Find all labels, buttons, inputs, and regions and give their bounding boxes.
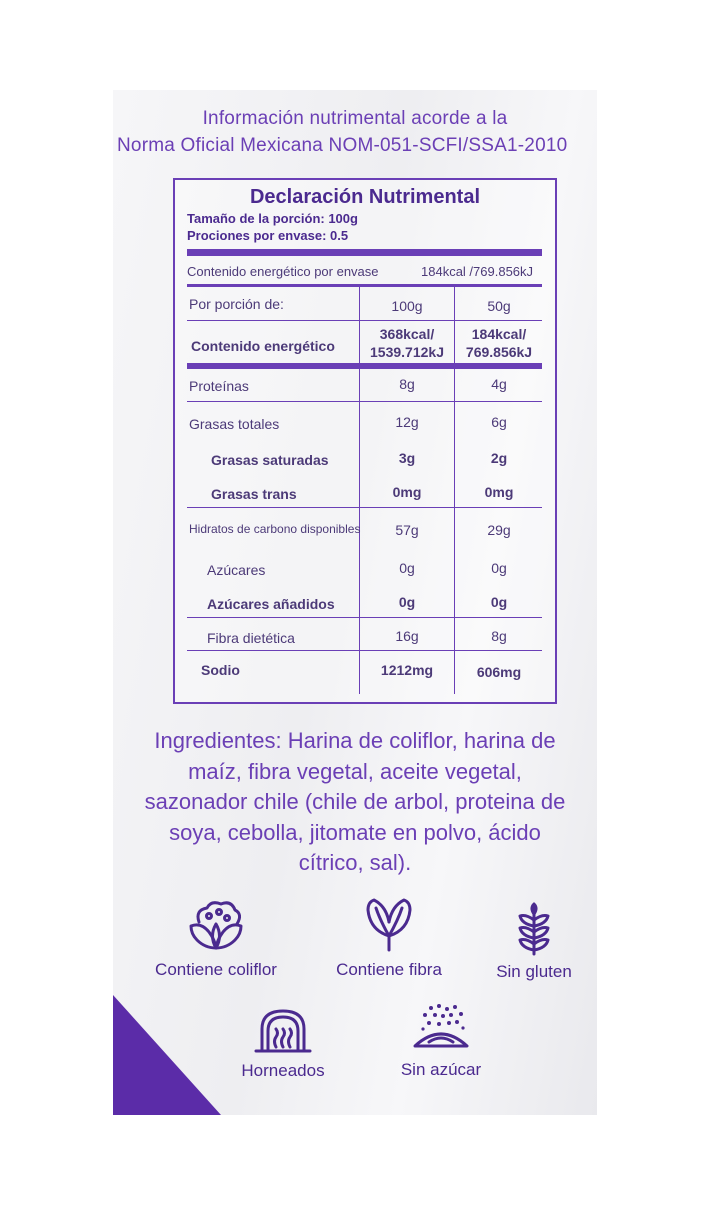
nutrition-table xyxy=(173,178,557,704)
col-header-100g: 100g xyxy=(391,298,423,314)
ingredients-line: maíz, fibra vegetal, aceite vegetal, xyxy=(188,758,522,784)
ingredients-line: soya, cebolla, jitomate en polvo, ácido xyxy=(169,819,541,845)
label-panel xyxy=(113,90,597,1115)
badge-label: Sin azúcar xyxy=(400,1060,482,1079)
nutrient-label: Proteínas xyxy=(189,378,249,394)
cauliflower-icon xyxy=(185,898,247,954)
decorative-corner xyxy=(113,995,221,1115)
badge-azucar xyxy=(381,1002,501,1080)
divider-bar xyxy=(187,284,542,287)
divider-bar xyxy=(187,249,542,256)
sugar-pile-icon xyxy=(411,1002,471,1054)
nutrient-label: Grasas saturadas xyxy=(211,452,329,468)
header-line-1: Información nutrimental acorde a la xyxy=(202,108,508,129)
energy-per-pack-label: Contenido energético por envase xyxy=(187,264,379,279)
leaf-icon xyxy=(364,896,414,954)
row-divider xyxy=(187,320,542,321)
oven-icon xyxy=(254,1007,312,1055)
column-divider xyxy=(454,287,455,694)
ingredients-text xyxy=(113,726,597,879)
nutrient-value-50g: 2g xyxy=(490,450,508,466)
nutrient-value-100g: 57g xyxy=(395,522,419,538)
nutrient-value-100g: 1212mg xyxy=(380,662,434,678)
per-portion-label: Por porción de: xyxy=(189,296,284,312)
divider-bar xyxy=(187,363,542,369)
ingredients-line: Ingredientes: Harina de coliflor, harina de xyxy=(154,728,556,753)
badge-label: Sin gluten xyxy=(496,962,572,981)
wheat-icon xyxy=(516,900,552,956)
nutrient-value-50g: 0g xyxy=(491,560,507,576)
nutrient-value-100g: 3g xyxy=(398,450,416,466)
badge-coliflor xyxy=(135,898,297,980)
col-header-50g: 50g xyxy=(487,298,511,314)
ingredients-line: sazonador chile (chile de arbol, proteina de xyxy=(144,789,566,814)
ingredients-line: cítrico, sal). xyxy=(298,850,412,875)
energy-50-line1: 184kcal/ xyxy=(471,326,527,342)
servings-per-pack: Prociones por envase: 0.5 xyxy=(187,228,349,243)
badge-horneados xyxy=(223,1007,343,1081)
nutrient-value-50g: 0mg xyxy=(484,484,514,500)
row-divider xyxy=(187,617,542,618)
nutrient-value-50g: 8g xyxy=(491,628,507,644)
badge-label: Horneados xyxy=(241,1061,325,1080)
nutrient-label: Azúcares xyxy=(207,562,266,578)
nutrient-value-50g: 6g xyxy=(491,414,507,430)
nutrient-value-50g: 606mg xyxy=(476,664,522,680)
nutrient-label: Fibra dietética xyxy=(207,630,295,646)
energy-100-line1: 368kcal/ xyxy=(379,326,435,342)
row-divider xyxy=(187,650,542,651)
nutrient-value-100g: 8g xyxy=(399,376,415,392)
badge-gluten xyxy=(481,900,587,982)
energy-label: Contenido energético xyxy=(191,338,335,354)
row-divider xyxy=(187,401,542,402)
badge-fibra xyxy=(318,896,460,980)
nutrient-value-100g: 16g xyxy=(395,628,419,644)
energy-50-line2: 769.856kJ xyxy=(465,344,533,360)
nutrient-label: Azúcares añadidos xyxy=(207,596,335,612)
nutrient-value-100g: 0g xyxy=(399,560,415,576)
energy-100-line2: 1539.712kJ xyxy=(370,344,444,360)
header-line-2: Norma Oficial Mexicana NOM-051-SCFI/SSA1-2010 xyxy=(117,135,568,156)
serving-size: Tamaño de la porción: 100g xyxy=(187,211,358,226)
energy-per-pack-value: 184kcal /769.856kJ xyxy=(421,264,534,279)
nutrient-label: Grasas trans xyxy=(211,486,297,502)
badge-label: Contiene fibra xyxy=(336,960,442,979)
nutrient-label: Sodio xyxy=(201,662,240,678)
nutrient-value-100g: 12g xyxy=(395,414,419,430)
badge-label: Contiene coliflor xyxy=(155,960,277,979)
row-divider xyxy=(187,507,542,508)
nutrient-value-100g: 0mg xyxy=(392,484,422,500)
nutrient-label: Hidratos de carbono disponibles xyxy=(189,522,361,536)
nutrient-value-50g: 4g xyxy=(491,376,507,392)
nutrient-value-50g: 0g xyxy=(490,594,508,610)
nutrient-value-100g: 0g xyxy=(398,594,416,610)
nutrient-value-50g: 29g xyxy=(487,522,511,538)
table-title: Declaración Nutrimental xyxy=(249,186,481,208)
nutrient-label: Grasas totales xyxy=(189,416,280,432)
